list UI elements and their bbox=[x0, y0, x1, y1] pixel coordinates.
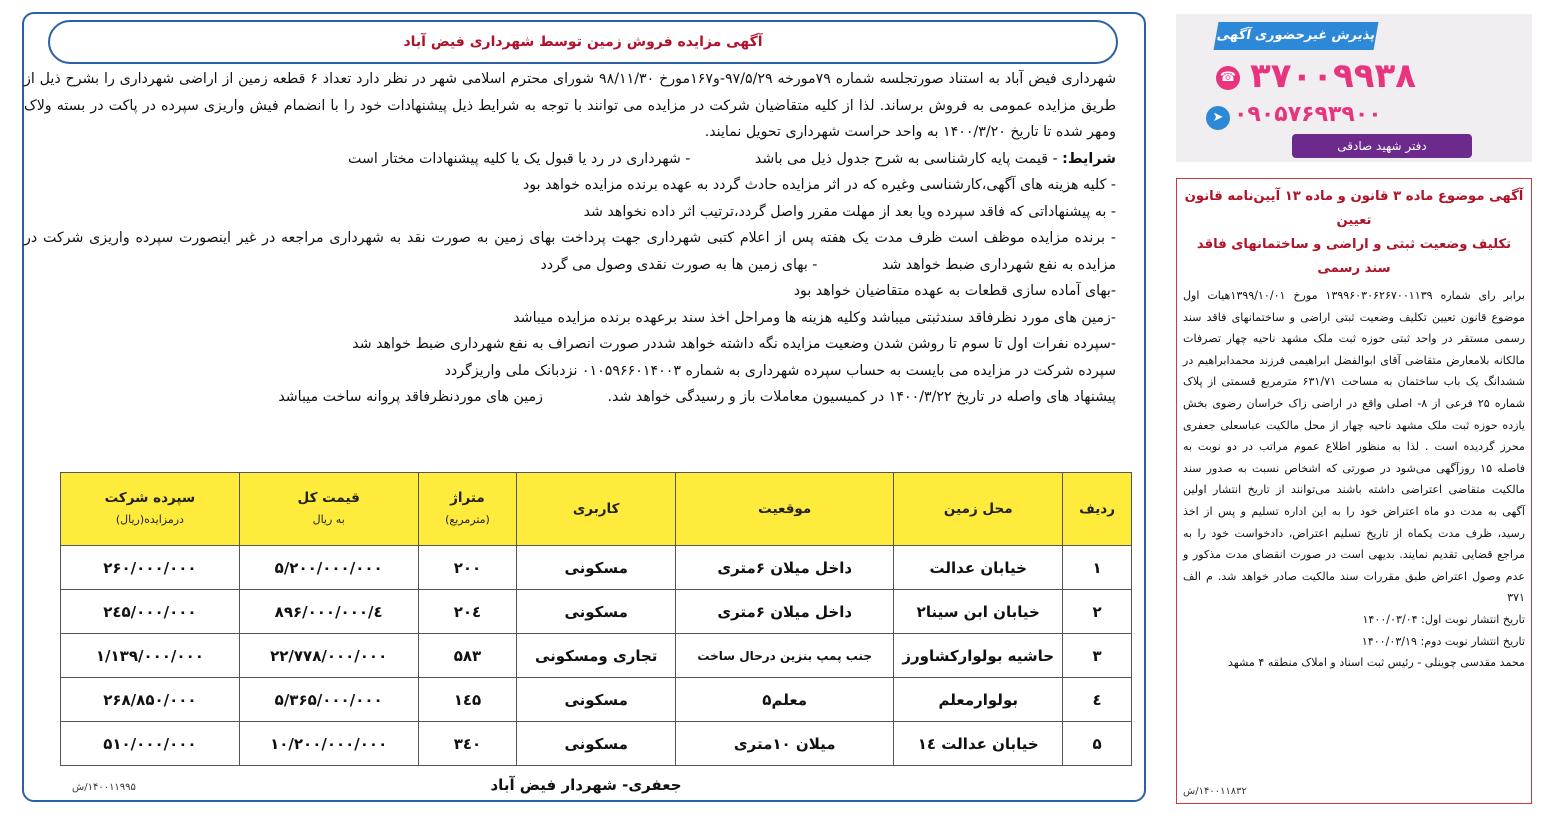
notice-text: برابر رای شماره ۱۳۹۹۶۰۳۰۶۲۶۷۰۰۱۱۳۹ مورخ ۱۳۹۹/۱۰/۰۱هیات اول موضوع قانون تعیین تکلیف وضعیت ثبتی اراضی و ساختمانهای فاقد سند رسمی مستقر در واحد ثبتی حوزه ثبت ملک مشهد ناحیه چهار تصرفات مالکانه بلامعارض متقاضی آقای ابوالفضل ابراهیمی فرزند محمدابراهیم در ششدانگ یک باب ساختمان به مساحت ۶۳۱/۷۱ مترمربع قسمتی از پلاک شماره ۲۵ فرعی از ۸- اصلی واقع در اراضی زاک خراسان رضوی بخش یازده حوزه ثبت ملک مشهد ناحیه چهار از محل مالکیت عباسعلی جعفری محرز گردیده است . لذا به منظور اطلاع عموم مراتب در دو نوبت به فاصله ۱۵ روزآگهی می‌شود در صورتی که اشخاص نسبت به صدور سند مالکیت متقاضی اعتراضی داشته باشند می‌توانند از تاریخ انتشار اولین آگهی به مدت دو ماه اعتراض خود را به این اداره تسلیم و پس از اخذ رسید، ظرف مدت یکماه از تاریخ تسلیم اعتراض، دادخواست خود را به مراجع قضایی تقدیم نمایند. بدیهی است در صورت انقضای مدت مذکور و عدم وصول اعتراض طبق مقررات سند مالکیت صادر خواهد شد. م الف ۳۷۱ bbox=[1183, 289, 1526, 605]
registration-notice bbox=[1176, 178, 1532, 804]
condition-2: - شهرداری در رد یا قبول یک یا کلیه پیشنهادات مختار است bbox=[348, 150, 691, 167]
cell-row: ۱ bbox=[1063, 546, 1132, 590]
cell-price: ۵/۲۰۰/۰۰۰/۰۰۰ bbox=[239, 546, 418, 590]
col-deposit bbox=[61, 473, 240, 546]
conditions-line-5 bbox=[24, 225, 1116, 278]
col-usage: کاربری bbox=[517, 473, 676, 546]
cell-location: بولوارمعلم bbox=[894, 678, 1063, 722]
banner-title: پذیرش غیرحضوری آگهی bbox=[1214, 22, 1379, 50]
col-price bbox=[239, 473, 418, 546]
cell-position: داخل میلان ۶متری bbox=[676, 546, 894, 590]
cell-area: ۵۸۳ bbox=[418, 634, 517, 678]
table-row bbox=[61, 590, 1132, 634]
cell-location: حاشیه بولوارکشاورز bbox=[894, 634, 1063, 678]
cell-area: ۲۰۰ bbox=[418, 546, 517, 590]
cell-position: معلم۵ bbox=[676, 678, 894, 722]
cell-location: خیابان عدالت ١٤ bbox=[894, 722, 1063, 766]
cell-usage: مسکونی bbox=[517, 590, 676, 634]
condition-7: -بهای آماده سازی قطعات به عهده متقاضیان خواهد بود bbox=[793, 283, 1116, 299]
cell-usage: مسکونی bbox=[517, 678, 676, 722]
cell-usage: تجاری ومسکونی bbox=[517, 634, 676, 678]
auction-title: آگهی مزایده فروش زمین توسط شهرداری فیض آباد bbox=[48, 20, 1118, 64]
cell-position: میلان ۱۰متری bbox=[676, 722, 894, 766]
notice-date-2: تاریخ انتشار نوبت دوم: ۱۴۰۰/۰۳/۱۹ bbox=[1361, 634, 1525, 648]
banner-phone: ۳۷۰۰۹۹۳۸ bbox=[1250, 56, 1417, 96]
col-row: ردیف bbox=[1063, 473, 1132, 546]
cell-price: ۲۲/۷۷۸/۰۰۰/۰۰۰ bbox=[239, 634, 418, 678]
cell-position: داخل میلان ۶متری bbox=[676, 590, 894, 634]
notice-title-line-1: آگهی موضوع ماده ۳ قانون و ماده ۱۳ آیین‌نامه قانون تعیین bbox=[1184, 189, 1524, 228]
cell-deposit: ۱/۱۳۹/۰۰۰/۰۰۰ bbox=[61, 634, 240, 678]
cell-deposit: ۲۶۰/۰۰۰/۰۰۰ bbox=[61, 546, 240, 590]
cell-row: ۲ bbox=[1063, 590, 1132, 634]
notice-title-line-2: تکلیف وضعیت ثبتی و اراضی و ساختمانهای فاقد سند رسمی bbox=[1196, 237, 1512, 276]
table-row bbox=[61, 678, 1132, 722]
notice-body bbox=[1183, 285, 1525, 674]
cell-deposit: ۵۱۰/۰۰۰/۰۰۰ bbox=[61, 722, 240, 766]
cell-row: ۵ bbox=[1063, 722, 1132, 766]
land-table bbox=[60, 472, 1132, 766]
cell-usage: مسکونی bbox=[517, 546, 676, 590]
col-price-label: قیمت کل bbox=[297, 490, 360, 506]
auction-ad bbox=[22, 12, 1146, 802]
banner-mobile: ۰۹۰۵۷۶۹۳۹۰۰ bbox=[1234, 102, 1382, 127]
auction-body bbox=[24, 66, 1116, 411]
table-row bbox=[61, 634, 1132, 678]
auction-intro: شهرداری فیض آباد به استناد صورتجلسه شماره ۷۹مورخه ۹۷/۵/۲۹-و۱۶۷مورخ ۹۸/۱۱/۳۰ شورای محترم اسلامی شهر در نظر دارد تعداد ۶ قطعه زمین از اراضی شهرداری را بشرح ذیل از طریق مزایده عمومی به فروش برساند. لذا از کلیه متقاضیان شرکت در مزایده می توانند با توجه به شرایط ذیل پیشنهادات خود را با انضمام فیش واریزی سپرده در پاکت در بسته ولاک ومهر شده تا تاریخ ۱۴۰۰/۳/۲۰ به واحد حراست شهرداری تحویل نمایند. bbox=[24, 71, 1117, 140]
table-row bbox=[61, 546, 1132, 590]
ad-reception-banner bbox=[1176, 14, 1532, 162]
cell-row: ۳ bbox=[1063, 634, 1132, 678]
cell-deposit: ۲۶۸/۸۵۰/۰۰۰ bbox=[61, 678, 240, 722]
cell-position: جنب پمپ بنزین درحال ساخت bbox=[676, 634, 894, 678]
cell-location: خیابان عدالت bbox=[894, 546, 1063, 590]
telegram-icon: ➤ bbox=[1206, 106, 1230, 130]
condition-5: - برنده مزایده موظف است ظرف مدت یک هفته پس از اعلام کتبی شهرداری جهت پرداخت بهای زمین به صورت نقد به شهرداری مراجعه در غیر اینصورت سپرده واریزی شرکت در مزایده به نفع شهرداری ضبط خواهد شد bbox=[24, 230, 1116, 273]
condition-11: پیشنهاد های واصله در تاریخ ۱۴۰۰/۳/۲۲ در کمیسیون معاملات باز و رسیدگی خواهد شد. bbox=[607, 389, 1116, 405]
notice-official: محمد مقدسی چوینلی - رئیس ثبت اسناد و املاک منطقه ۴ مشهد bbox=[1228, 656, 1525, 670]
condition-1: - قیمت پایه کارشناسی به شرح جدول ذیل می باشد bbox=[754, 150, 1058, 167]
signature: جعفری- شهردار فیض آباد bbox=[490, 776, 682, 794]
cell-usage: مسکونی bbox=[517, 722, 676, 766]
condition-8: -زمین های مورد نظرفاقد سندثبتی میباشد وکلیه هزینه ها ومراحل اخذ سند برعهده برنده مزایده میباشد bbox=[513, 309, 1116, 326]
condition-4: - به پیشنهاداتی که فاقد سپرده ویا بعد از مهلت مقرر واصل گردد،ترتیب اثر داده نخواهد شد bbox=[583, 203, 1116, 220]
cell-price: ۵/۳۶۵/۰۰۰/۰۰۰ bbox=[239, 678, 418, 722]
cell-area: ۱٤۵ bbox=[418, 678, 517, 722]
col-price-unit: به ریال bbox=[312, 513, 345, 526]
col-area-label: متراژ bbox=[450, 490, 485, 506]
condition-6: - بهای زمین ها به صورت نقدی وصول می گردد bbox=[540, 256, 818, 273]
col-deposit-unit: درمزایده(ریال) bbox=[115, 513, 184, 526]
condition-10: سپرده شرکت در مزایده می بایست به حساب سپرده شهرداری به شماره ۰۱۰۵۹۶۶۰۱۴۰۰۳ نزدبانک ملی واریزگردد bbox=[444, 362, 1116, 379]
condition-3: - کلیه هزینه های آگهی،کارشناسی وغیره که در اثر مزایده حادث گردد به عهده برنده مزایده خواهد بود bbox=[522, 177, 1116, 193]
condition-9: -سپرده نفرات اول تا سوم تا روشن شدن وضعیت مزایده نگه داشته خواهد شددر صورت انصراف به نفع شهرداری ضبط خواهد شد bbox=[352, 336, 1116, 352]
cell-area: ۲۰٤ bbox=[418, 590, 517, 634]
notice-date-1: تاریخ انتشار نوبت اول: ۱۴۰۰/۰۳/۰۴ bbox=[1362, 612, 1525, 626]
cell-row: ٤ bbox=[1063, 678, 1132, 722]
table-row bbox=[61, 722, 1132, 766]
col-position: موقعیت bbox=[676, 473, 894, 546]
col-location: محل زمین bbox=[894, 473, 1063, 546]
col-area-unit: (مترمربع) bbox=[445, 513, 490, 526]
cell-area: ۳٤۰ bbox=[418, 722, 517, 766]
ad-code: ۱۴۰۰۱۱۹۹۵/ش bbox=[72, 782, 136, 793]
conditions-label: شرایط: bbox=[1062, 150, 1116, 167]
conditions-line-11 bbox=[24, 384, 1116, 411]
banner-office: دفتر شهید صادقی bbox=[1292, 134, 1472, 158]
cell-location: خیابان ابن سینا۲ bbox=[894, 590, 1063, 634]
table-header-row bbox=[61, 473, 1132, 546]
col-deposit-label: سپرده شرکت bbox=[104, 490, 196, 506]
cell-price: ٤/۸۹۶/۰۰۰/۰۰۰ bbox=[239, 590, 418, 634]
notice-code: ۱۴۰۰۱۱۸۳۲/ش bbox=[1183, 786, 1247, 797]
cell-deposit: ۲٤۵/۰۰۰/۰۰۰ bbox=[61, 590, 240, 634]
notice-title bbox=[1183, 185, 1525, 281]
cell-price: ۱۰/۲۰۰/۰۰۰/۰۰۰ bbox=[239, 722, 418, 766]
condition-12: زمین های موردنظرفاقد پروانه ساخت میباشد bbox=[278, 389, 544, 405]
col-area bbox=[418, 473, 517, 546]
phone-icon: ☎ bbox=[1216, 66, 1240, 90]
conditions-line-1 bbox=[24, 146, 1116, 173]
